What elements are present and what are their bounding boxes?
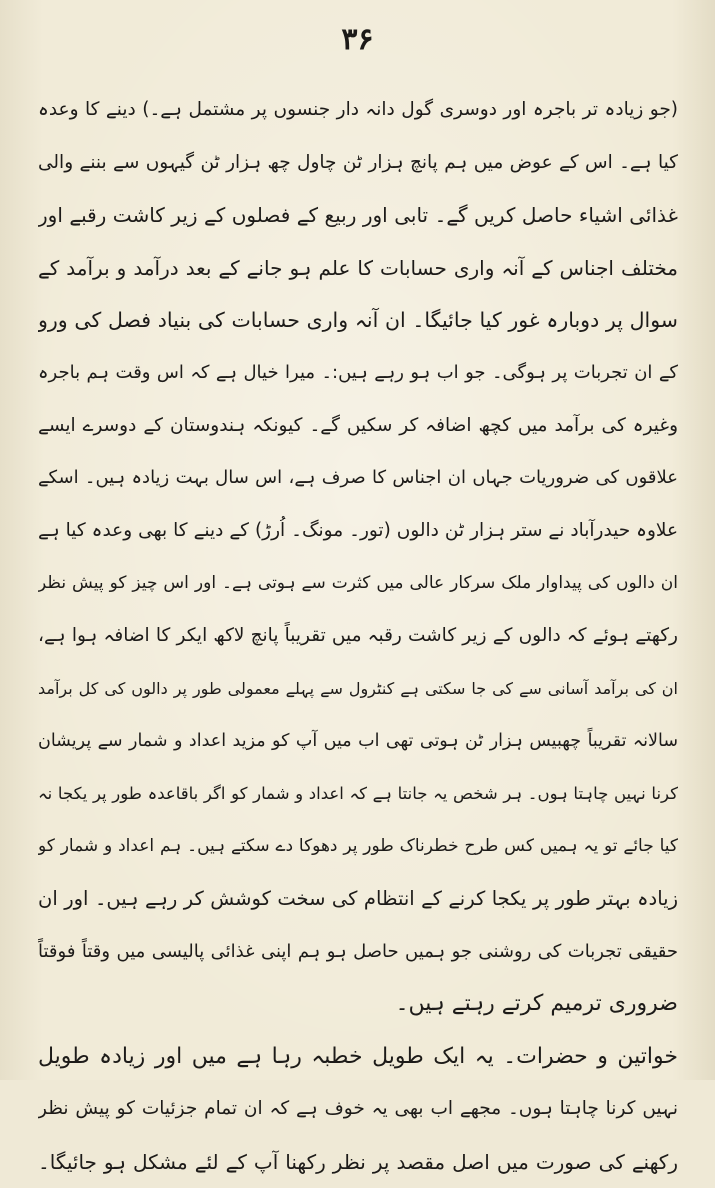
page-number: ۳۶ (341, 22, 374, 57)
text-line: حقیقی تجربات کی روشنی جو ہمیں حاصل ہو ہم اپنی غذائی پالیسی میں وقتاً فوقتاً (38, 940, 678, 962)
text-line: کرنا نہیں چاہتا ہوں۔ ہر شخص یہ جانتا ہے کہ اعداد و شمار کو اگر باقاعدہ طور پر یکجا نہ (38, 783, 678, 803)
text-line: ان دالوں کی پیداوار ملک سرکار عالی میں کثرت سے ہوتی ہے۔ اور اس چیز کو پیش نظر (38, 573, 678, 594)
text-line: سالانہ تقریباً چھبیس ہزار ٹن ہوتی تھی اب میں آپ کو مزید اعداد و شمار سے پریشان (38, 731, 678, 752)
body-text (38, 84, 678, 1188)
text-line: غذائی اشیاء حاصل کریں گے۔ تابی اور ربیع کے فصلوں کے زیر کاشت رقبے اور (38, 203, 678, 228)
text-line: علاقوں کی ضروریات جہاں ان اجناس کا صرف ہے، اس سال بہت زیادہ ہیں۔ اسکے (38, 467, 678, 489)
text-line: خواتین و حضرات۔ یہ ایک طویل خطبہ رہا ہے میں اور زیادہ طویل (38, 1043, 678, 1069)
text-line: رکھتے ہوئے کہ دالوں کے زیر کاشت رقبہ میں تقریباً پانچ لاکھ ایکر کا اضافہ ہوا ہے، (38, 624, 678, 646)
text-line: کیا جائے تو یہ ہمیں کس طرح خطرناک طور پر دھوکا دے سکتے ہیں۔ ہم اعداد و شمار کو (38, 836, 678, 857)
text-line: ضروری ترمیم کرتے رہتے ہیں۔ (395, 991, 678, 1017)
text-line: (جو زیادہ تر باجرہ اور دوسری گول دانہ دار جنسوں پر مشتمل ہے۔) دینے کا وعدہ (38, 99, 678, 120)
text-line: رکھنے کی صورت میں اصل مقصد پر نظر رکھنا آپ کے لئے مشکل ہو جائیگا۔ (38, 1149, 678, 1174)
text-line: کے ان تجربات پر ہوگی۔ جو اب ہو رہے ہیں:۔ میرا خیال ہے کہ اس وقت ہم باجرہ (38, 361, 678, 383)
text-line: وغیرہ کی برآمد میں کچھ اضافہ کر سکیں گے۔ کیونکہ ہندوستان کے دوسرے ایسے (38, 414, 678, 436)
text-line: سوال پر دوبارہ غور کیا جائیگا۔ ان آنہ واری حسابات کی بنیاد فصل کی ورو (38, 308, 678, 333)
text-line: زیادہ بہتر طور پر یکجا کرنے کے انتظام کی سخت کوشش کر رہے ہیں۔ اور ان (38, 886, 678, 910)
text-line: کیا ہے۔ اس کے عوض میں ہم پانچ ہزار ٹن چاول چھ ہزار ٹن گیہوں سے بننے والی (38, 151, 678, 173)
text-line: ان کی برآمد آسانی سے کی جا سکتی ہے کنٹرول سے پہلے معمولی طور پر دالوں کی کل برآمد (38, 678, 678, 698)
text-line: علاوہ حیدرآباد نے ستر ہزار ٹن دالوں (تور۔ مونگ۔ اُرڑ) کے دینے کا بھی وعدہ کیا ہے (38, 519, 678, 541)
text-line: نہیں کرنا چاہتا ہوں۔ مجھے اب بھی یہ خوف ہے کہ ان تمام جزئیات کو پیش نظر (38, 1098, 678, 1120)
text-line: مختلف اجناس کے آنہ واری حسابات کا علم ہو جانے کے بعد درآمد و برآمد کے (38, 255, 678, 280)
